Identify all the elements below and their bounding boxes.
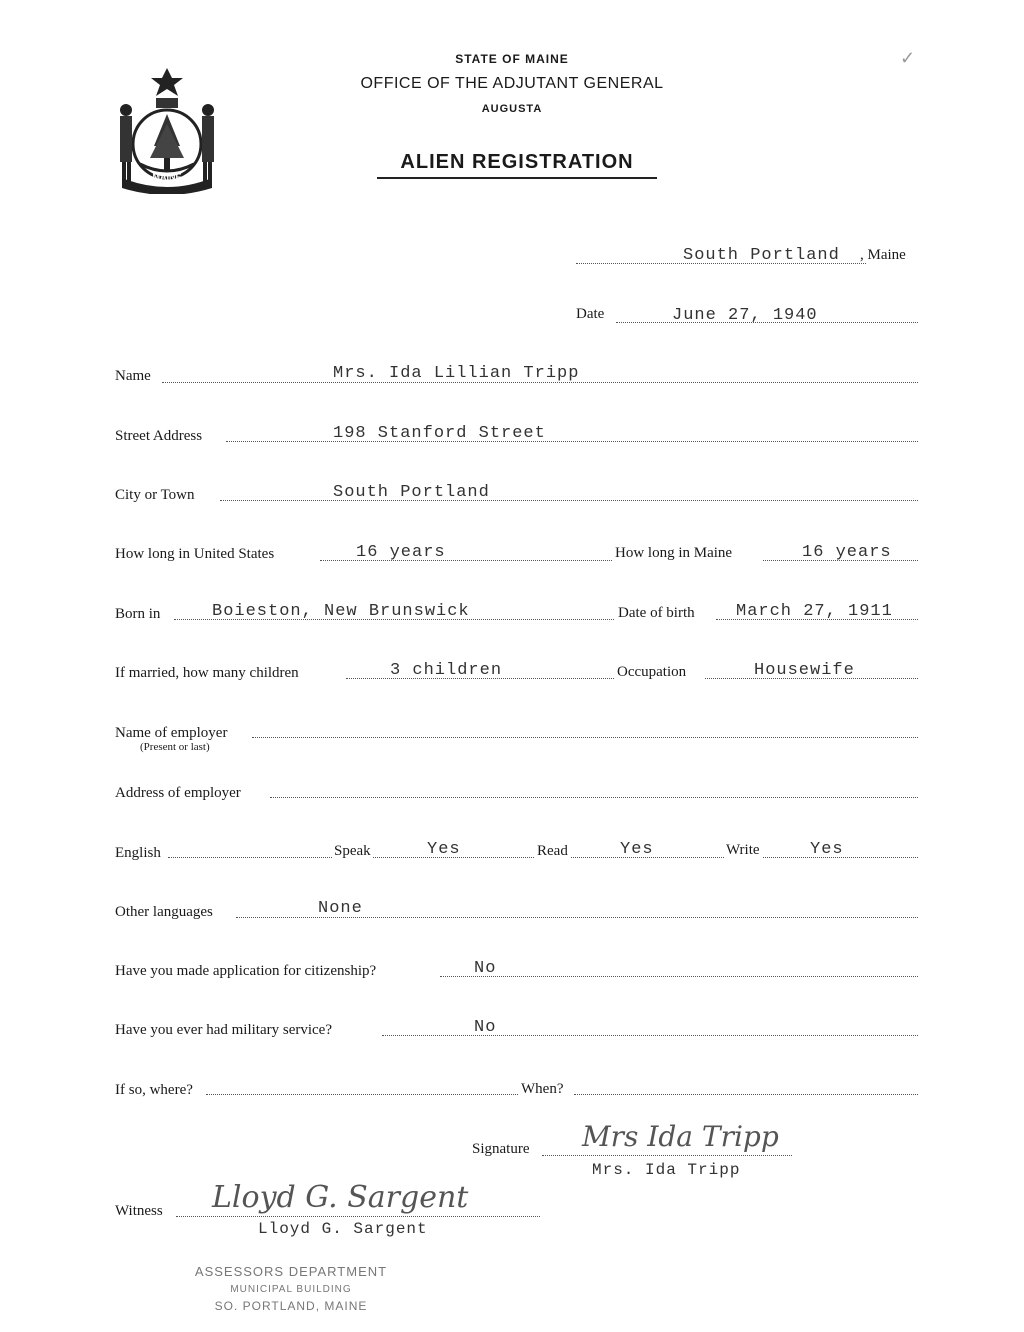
location-value: South Portland xyxy=(683,246,840,265)
name-label: Name xyxy=(115,368,151,384)
location-suffix: , Maine xyxy=(860,247,906,263)
city-line xyxy=(220,500,918,501)
where-label: If so, where? xyxy=(115,1082,193,1098)
born-in-value: Boieston, New Brunswick xyxy=(212,602,470,621)
maine-duration-value: 16 years xyxy=(802,543,892,562)
citizenship-label: Have you made application for citizenship? xyxy=(115,963,377,979)
military-value: No xyxy=(474,1018,497,1037)
street-line xyxy=(226,441,918,442)
occupation-value: Housewife xyxy=(754,661,855,680)
military-line xyxy=(382,1035,918,1036)
other-languages-value: None xyxy=(318,899,363,918)
signature-typed: Mrs. Ida Tripp xyxy=(592,1161,741,1179)
citizenship-line xyxy=(440,976,918,977)
speak-label: Speak xyxy=(334,843,371,859)
office-heading: OFFICE OF THE ADJUTANT GENERAL xyxy=(360,75,664,92)
military-label: Have you ever had military service? xyxy=(115,1022,332,1038)
employer-address-label: Address of employer xyxy=(115,785,241,801)
form-title-text: ALIEN REGISTRATION xyxy=(400,151,634,173)
date-value: June 27, 1940 xyxy=(672,306,818,325)
street-label: Street Address xyxy=(115,428,203,444)
us-duration-value: 16 years xyxy=(356,543,446,562)
seal-motto: MAINE xyxy=(152,172,182,182)
signature-line xyxy=(542,1155,792,1156)
state-heading: STATE OF MAINE xyxy=(455,52,569,66)
assessors-stamp-line1: ASSESSORS DEPARTMENT xyxy=(194,1264,388,1279)
children-value: 3 children xyxy=(390,661,503,680)
us-duration-label: How long in United States xyxy=(115,546,275,562)
signature-label: Signature xyxy=(472,1141,530,1157)
witness-line xyxy=(176,1216,540,1217)
form-title xyxy=(377,151,657,179)
when-label: When? xyxy=(521,1081,564,1097)
witness-label: Witness xyxy=(115,1203,163,1219)
born-in-label: Born in xyxy=(115,606,161,622)
witness-typed: Lloyd G. Sargent xyxy=(258,1220,428,1238)
citizenship-value: No xyxy=(474,959,497,978)
city-value: South Portland xyxy=(333,483,490,502)
assessors-stamp-line2: MUNICIPAL BUILDING xyxy=(230,1284,352,1295)
english-label: English xyxy=(115,845,161,861)
check-mark: ✓ xyxy=(900,48,916,68)
name-value: Mrs. Ida Lillian Tripp xyxy=(333,364,580,383)
dob-label: Date of birth xyxy=(618,605,695,621)
employer-sublabel: (Present or last) xyxy=(140,741,210,753)
other-languages-label: Other languages xyxy=(115,904,213,920)
children-label: If married, how many children xyxy=(115,665,299,681)
employer-label: Name of employer xyxy=(115,725,228,741)
city-label: City or Town xyxy=(115,487,195,503)
read-value: Yes xyxy=(620,840,654,859)
speak-value: Yes xyxy=(427,840,461,859)
signature-handwritten: Mrs Ida Tripp xyxy=(582,1120,779,1153)
employer-address-line xyxy=(270,797,918,798)
city-heading: AUGUSTA xyxy=(481,103,543,115)
street-value: 198 Stanford Street xyxy=(333,424,546,443)
occupation-label: Occupation xyxy=(617,664,687,680)
witness-handwritten: Lloyd G. Sargent xyxy=(212,1180,469,1215)
employer-line xyxy=(252,737,918,738)
dob-value: March 27, 1911 xyxy=(736,602,893,621)
date-label: Date xyxy=(576,306,605,322)
write-label: Write xyxy=(726,842,760,858)
write-value: Yes xyxy=(810,840,844,859)
read-label: Read xyxy=(537,843,568,859)
maine-duration-label: How long in Maine xyxy=(615,545,733,561)
where-line xyxy=(206,1094,518,1095)
assessors-stamp-line3: SO. PORTLAND, MAINE xyxy=(214,1299,368,1313)
when-line xyxy=(574,1094,918,1095)
